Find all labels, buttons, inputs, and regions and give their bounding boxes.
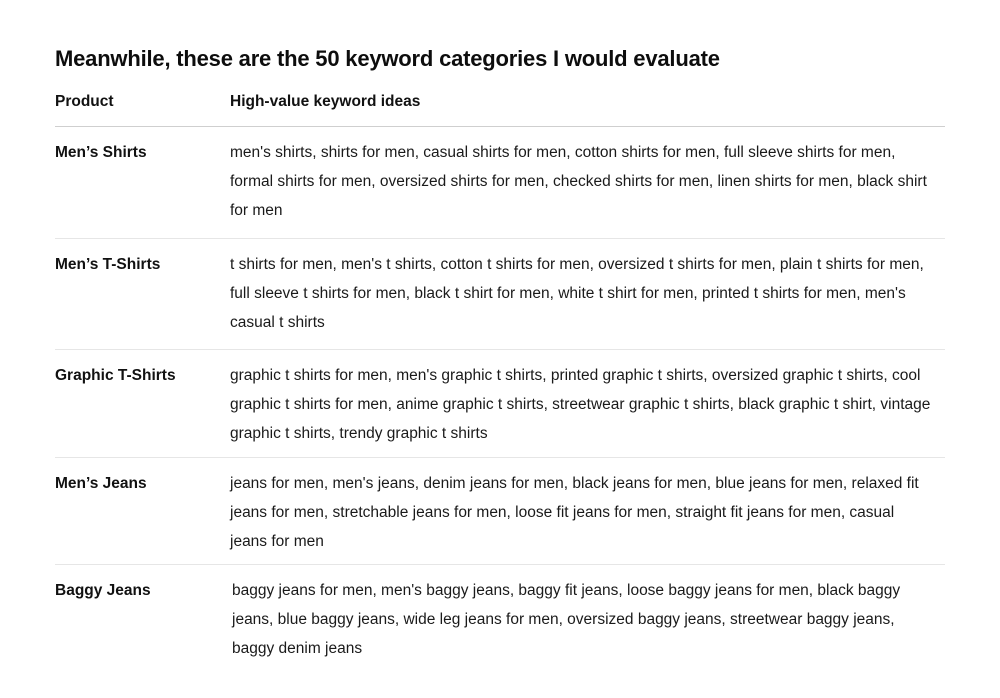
keywords-cell: t shirts for men, men's t shirts, cotton t shirts for men, oversized t shirts for men, plain t shirts for men, full sleeve t shirts for men, black t shirt for men, white t shirt for men, printed t shirts for men, men's casual t shirts — [230, 256, 924, 331]
table-row — [55, 127, 945, 239]
table-header-row — [55, 91, 945, 127]
keywords-cell: graphic t shirts for men, men's graphic t shirts, printed graphic t shirts, oversized graphic t shirts, cool graphic t shirts for men, anime graphic t shirts, streetwear graphic t shirts, black graphic t shirt, vintage graphic t shirts, trendy graphic t shirts — [230, 367, 931, 442]
product-cell: Graphic T-Shirts — [55, 367, 176, 384]
keyword-table — [55, 91, 945, 670]
table-row — [55, 350, 945, 458]
product-cell: Men’s Jeans — [55, 475, 147, 492]
product-cell: Men’s T-Shirts — [55, 256, 161, 273]
header-keywords: High-value keyword ideas — [230, 93, 421, 110]
keywords-cell: men's shirts, shirts for men, casual shirts for men, cotton shirts for men, full sleeve shirts for men, formal shirts for men, oversized shirts for men, checked shirts for men, linen shirts for men, black shirt for men — [230, 144, 927, 219]
header-product: Product — [55, 93, 114, 110]
table-row — [55, 239, 945, 350]
table-row — [55, 565, 945, 670]
product-cell: Baggy Jeans — [55, 582, 151, 599]
keywords-cell: baggy jeans for men, men's baggy jeans, baggy fit jeans, loose baggy jeans for men, black baggy jeans, blue baggy jeans, wide leg jeans for men, oversized baggy jeans, streetwear baggy jeans, baggy denim jeans — [232, 582, 901, 657]
keywords-cell: jeans for men, men's jeans, denim jeans for men, black jeans for men, blue jeans for men, relaxed fit jeans for men, stretchable jeans for men, loose fit jeans for men, straight fit jeans for men, casual jeans for men — [230, 475, 919, 550]
product-cell: Men’s Shirts — [55, 144, 147, 161]
table-row — [55, 458, 945, 565]
page-title: Meanwhile, these are the 50 keyword categories I would evaluate — [55, 46, 720, 71]
